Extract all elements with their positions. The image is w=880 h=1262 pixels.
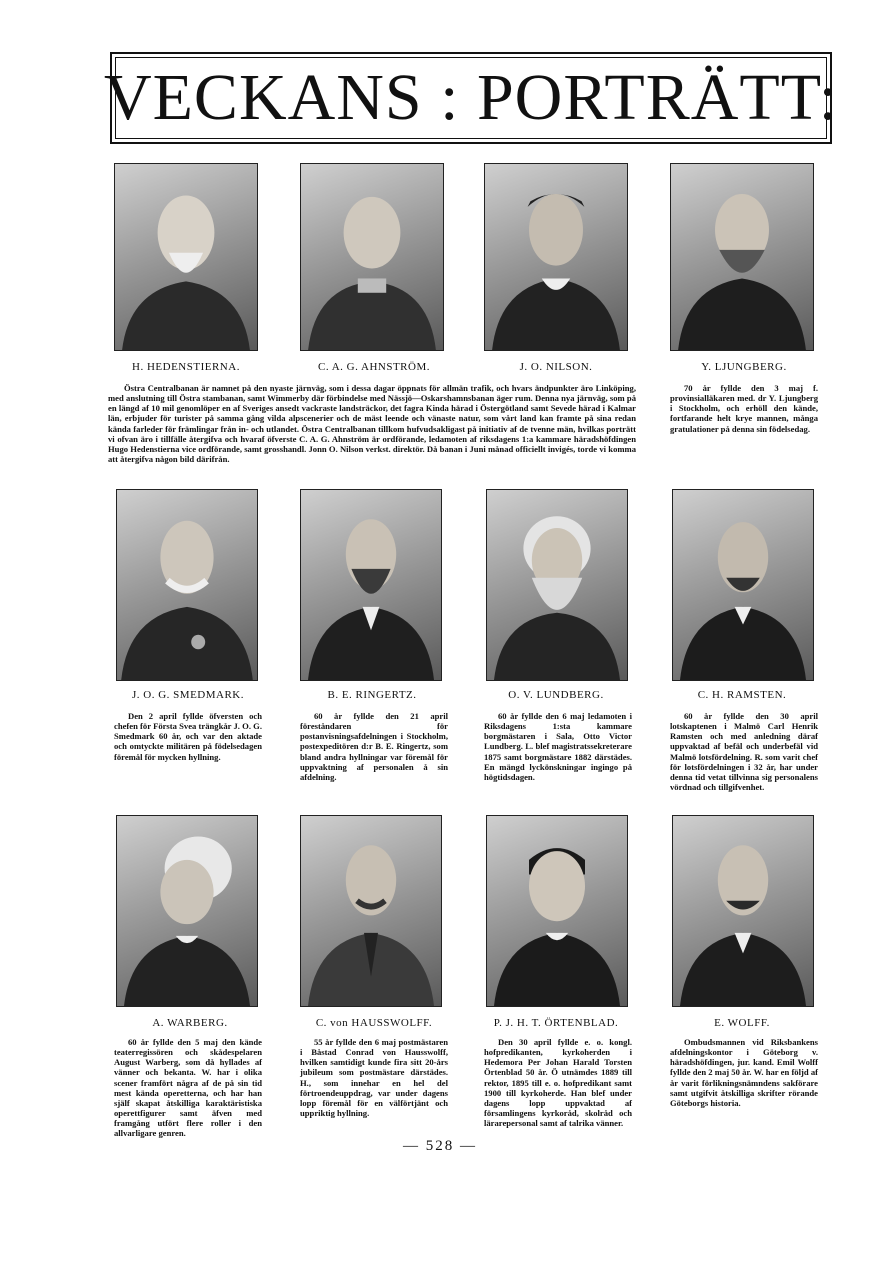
- portrait-name: H. HEDENSTIERNA.: [132, 361, 240, 373]
- portrait-caption: Den 2 april fyllde öfversten och chefen för Första Svea trängkår J. O. G. Smedmark 60 år, och var den aktade och omtyckte militären på födelsedagen föremål för mycken hyllning.: [114, 711, 262, 762]
- portrait-row-1: [108, 163, 834, 383]
- portrait-caption: 70 år fyllde den 3 maj f. provinsialläkaren med. dr Y. Ljungberg i Stockholm, och erhöll den kände, fortfarande helt krye mannen, många gratulationer på denna sin födelsedag.: [670, 383, 818, 434]
- story-text: Östra Centralbanan är namnet på den nyaste järnväg, som i dessa dagar öppnats för allmän trafik, och hvars ändpunkter äro Linköping, med anslutning till Östra stambanan, samt Wimmerby där förbindelse med Nässjö—Oskarshamnsbanan äger rum. Denna nya järnväg, som på en längd af 10 mil genomlöper en af Sveriges ansedt vackraste landsträckor, det fagra Kinda härad i Östergötland samt Sevede härad i Kalmar län, erbjuder för turister på samma gång vilda alpscenerier och de mäst leende och vänaste natur, som vårt land kan framte på sina redan kända farleder för främlingar från in- och utlandet. Östra Centralbanan tillkom hufvudsakligast på initiativ af de tvenne män, hvilkas porträtt vi ofvan äro i tillfälle återgifva och hvaraf öfverste C. A. G. Ahnström är ordförande, ledamoten af riksdagens 1:a kammare häradshöfdingen Hugo Hedenstierna vice ordförande, samt grosshandl. Jonn O. Nilson verkst. direktör. Då banan i Juni månad officiellt invigés, torde vi komma att återgifva någon bild därifrån.: [108, 383, 636, 464]
- portrait-photo: [486, 815, 628, 1007]
- page-number: — 528 —: [403, 1138, 477, 1154]
- portrait-name: C. A. G. AHNSTRÖM.: [318, 361, 430, 373]
- portrait-caption: 60 år fyllde den 30 april lotskaptenen i Malmö Carl Henrik Ramsten och med anledning däraf uppvaktad af befäl och underbefäl vid Malmö lotsfördelning. R. som varit chef för lotsfördelningen i 32 år, har under denna tid vetat tillvinna sig personalens vördnad och tillgifvenhet.: [670, 711, 818, 792]
- portrait-photo: [672, 815, 814, 1007]
- portrait-name: E. WOLFF.: [714, 1017, 770, 1029]
- portrait-photo: [672, 489, 814, 681]
- portrait-name: O. V. LUNDBERG.: [508, 689, 604, 701]
- portrait-photo: [300, 163, 444, 351]
- portrait-caption: Den 30 april fyllde e. o. kongl. hofpredikanten, kyrkoherden i Hedemora Per Johan Harald Torsten Örtenblad 50 år. Ö utnämdes 1889 till rektor, 1895 till e. o. hofpredikant samt 1900 till kyrkoherde. Han blef under dagens lopp uppvaktad af församlingens kyrkoråd, skolråd och lärarepersonal samt af talrika vänner.: [484, 1037, 632, 1129]
- portrait-caption: 55 år fyllde den 6 maj postmästaren i Båstad Conrad von Hausswolff, hvilken samtidigt kunde fira sitt 20-års jubileum som postmästare därstädes. H., som innehar en hel del förtroendeuppdrag, var under dagens lopp föremål för en välförtjänt och uppriktig hyllning.: [300, 1037, 448, 1118]
- portrait-caption: 60 år fyllde den 6 maj ledamoten i Riksdagens 1:sta kammare borgmästaren i Sala, Otto Victor Lundberg. L. blef magistratssekreterare 1875 samt borgmästare 1882 därstädes. En mängd lyckönskningar ingingo på högtidsdagen.: [484, 711, 632, 782]
- portrait-photo: [300, 489, 442, 681]
- portrait-photo: [116, 815, 258, 1007]
- portrait-name: A. WARBERG.: [152, 1017, 228, 1029]
- portrait-photo: [114, 163, 258, 351]
- portrait-photo: [300, 815, 442, 1007]
- portrait-name: J. O. NILSON.: [519, 361, 593, 373]
- portrait-name: P. J. H. T. ÖRTENBLAD.: [493, 1017, 619, 1029]
- portrait-row-3: [108, 815, 834, 1139]
- portrait-caption: 60 år fyllde den 5 maj den kände teaterregissören och skådespelaren August Warberg, som då hyllades af vänner och bekanta. W. har i olika scener framfört några af de på sin tid mest kända operetterna, och har han själf skapat åtskilliga karaktäristiska operettfigurer samt äfven med framgång utfört flere roller i den allvarligare genren.: [114, 1037, 262, 1139]
- masthead-title: VECKANS : PORTRÄTT:: [103, 61, 839, 134]
- portrait-name: J. O. G. SMEDMARK.: [132, 689, 244, 701]
- portrait-photo: [484, 163, 628, 351]
- portrait-name: C. von HAUSSWOLFF.: [315, 1017, 433, 1029]
- portrait-photo: [670, 163, 814, 351]
- portrait-caption: 60 år fyllde den 21 april föreståndaren för postanvisningsafdelningen i Stockholm, postexpeditören d:r B. E. Ringertz, som bland andra hyllningar var föremål för uppvaktning af personalen å sin afdelning.: [300, 711, 448, 782]
- masthead-frame: [103, 52, 839, 144]
- portrait-name: C. H. RAMSTEN.: [697, 689, 787, 701]
- masthead-inner-frame: [103, 57, 839, 139]
- portrait-photo: [486, 489, 628, 681]
- portrait-name: Y. LJUNGBERG.: [701, 361, 787, 373]
- portrait-caption: Ombudsmannen vid Riksbankens afdelningskontor i Göteborg v. häradshöfdingen, jur. kand. Emil Wolff fyllde den 2 maj 50 år. W. har en följd af år varit förlikningsnämndens sakförare samt utgifvit åtskilliga skrifter rörande Göteborgs historia.: [670, 1037, 818, 1108]
- portrait-photo: [116, 489, 258, 681]
- portrait-row-2: [108, 489, 834, 792]
- portrait-name: B. E. RINGERTZ.: [327, 689, 417, 701]
